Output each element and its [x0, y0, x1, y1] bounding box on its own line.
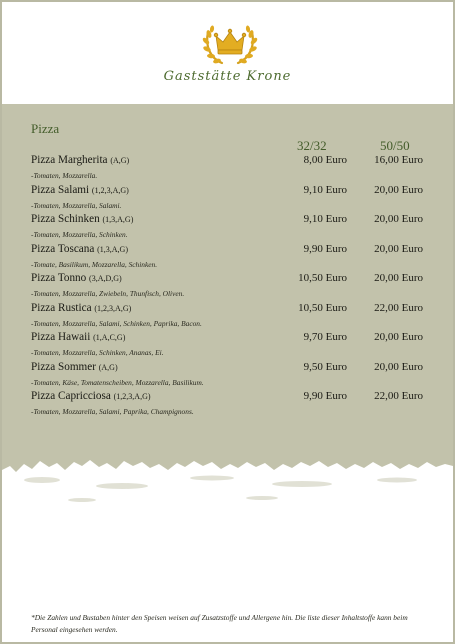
item-description: -Tomaten, Mozzarella. [31, 171, 98, 180]
price-small: 9,70 Euro [303, 331, 347, 343]
crown-laurel-icon [200, 16, 260, 68]
price-small: 10,50 Euro [298, 272, 347, 284]
price-large: 20,00 Euro [374, 213, 423, 225]
item-description: -Tomaten, Mozzarella, Schinken. [31, 230, 128, 239]
price-small: 9,10 Euro [303, 213, 347, 225]
allergen-codes: (A,G) [110, 156, 130, 165]
item-name: Pizza Hawaii (1,A,C,G) [31, 331, 126, 343]
item-name: Pizza Margherita (A,G) [31, 154, 130, 166]
price-large: 22,00 Euro [374, 390, 423, 402]
allergen-codes: (3,A,D,G) [89, 274, 122, 283]
allergen-codes: (1,3,A,G) [97, 244, 128, 254]
price-large: 20,00 Euro [374, 360, 423, 373]
brand-name: Gaststätte Krone [163, 69, 292, 84]
price-small: 10,50 Euro [298, 301, 347, 314]
allergen-codes: (1,2,3,A,G) [94, 303, 132, 313]
item-name: Pizza Schinken (1,3,A,G) [31, 213, 134, 225]
item-description: -Tomate, Basilikum, Mozzarella, Schinken. [31, 259, 158, 269]
price-large: 22,00 Euro [374, 301, 423, 314]
item-name: Pizza Toscana (1,3,A,G) [31, 242, 128, 255]
allergen-codes: (1,2,3,A,G) [91, 185, 129, 195]
price-large: 20,00 Euro [374, 272, 423, 284]
header [2, 2, 453, 104]
allergen-footnote: *Die Zahlen und Bustaben hinter den Speisen weisen auf Zusatzstoffe und Allergene hin. Die liste dieser Inhaltstoffe kann beim Personal eingesehen werden. [31, 613, 408, 634]
item-description: -Tomaten, Mozzarella, Schinken, Ananas, Ei. [31, 348, 164, 357]
item-name: Pizza Tonno (3,A,D,G) [31, 272, 122, 284]
menu-item [31, 272, 431, 302]
allergen-codes: (1,3,A,G) [102, 215, 134, 224]
price-large: 20,00 Euro [374, 242, 423, 255]
price-small: 8,00 Euro [303, 154, 347, 166]
item-description: -Tomaten, Mozzarella, Salami, Paprika, Champignons. [31, 407, 194, 416]
menu-item [31, 154, 431, 184]
column-header-large: 50/50 [380, 138, 410, 153]
section-title: Pizza [31, 121, 60, 136]
menu-item [31, 361, 431, 391]
menu-item [31, 331, 431, 361]
item-name: Pizza Salami (1,2,3,A,G) [31, 183, 129, 196]
menu-item [31, 184, 431, 214]
item-description: -Tomaten, Mozzarella, Salami. [31, 200, 122, 210]
menu-list [31, 154, 431, 420]
allergen-codes: (1,2,3,A,G) [113, 392, 151, 401]
item-name: Pizza Capricciosa (1,2,3,A,G) [31, 390, 151, 402]
item-description: -Tomaten, Mozzarella, Salami, Schinken, Paprika, Bacon. [31, 318, 202, 328]
menu-item [31, 213, 431, 243]
price-small: 9,10 Euro [303, 183, 347, 196]
item-description: -Tomaten, Käse, Tomatenscheiben, Mozzarella, Basilikum. [31, 377, 204, 387]
menu-item [31, 390, 431, 420]
item-name: Pizza Sommer (A,G) [31, 360, 118, 373]
price-large: 16,00 Euro [374, 154, 423, 166]
price-large: 20,00 Euro [374, 331, 423, 343]
column-header-small: 32/32 [297, 138, 327, 153]
menu-item [31, 302, 431, 332]
price-small: 9,50 Euro [303, 360, 347, 373]
item-name: Pizza Rustica (1,2,3,A,G) [31, 301, 132, 314]
allergen-codes: (1,A,C,G) [93, 333, 126, 342]
price-small: 9,90 Euro [303, 390, 347, 402]
price-small: 9,90 Euro [303, 242, 347, 255]
price-large: 20,00 Euro [374, 183, 423, 196]
torn-paper-edge [2, 420, 453, 642]
menu-item [31, 243, 431, 273]
allergen-codes: (A,G) [98, 362, 118, 372]
item-description: -Tomaten, Mozzarella, Zwiebeln, Thunfisch, Oliven. [31, 289, 185, 298]
